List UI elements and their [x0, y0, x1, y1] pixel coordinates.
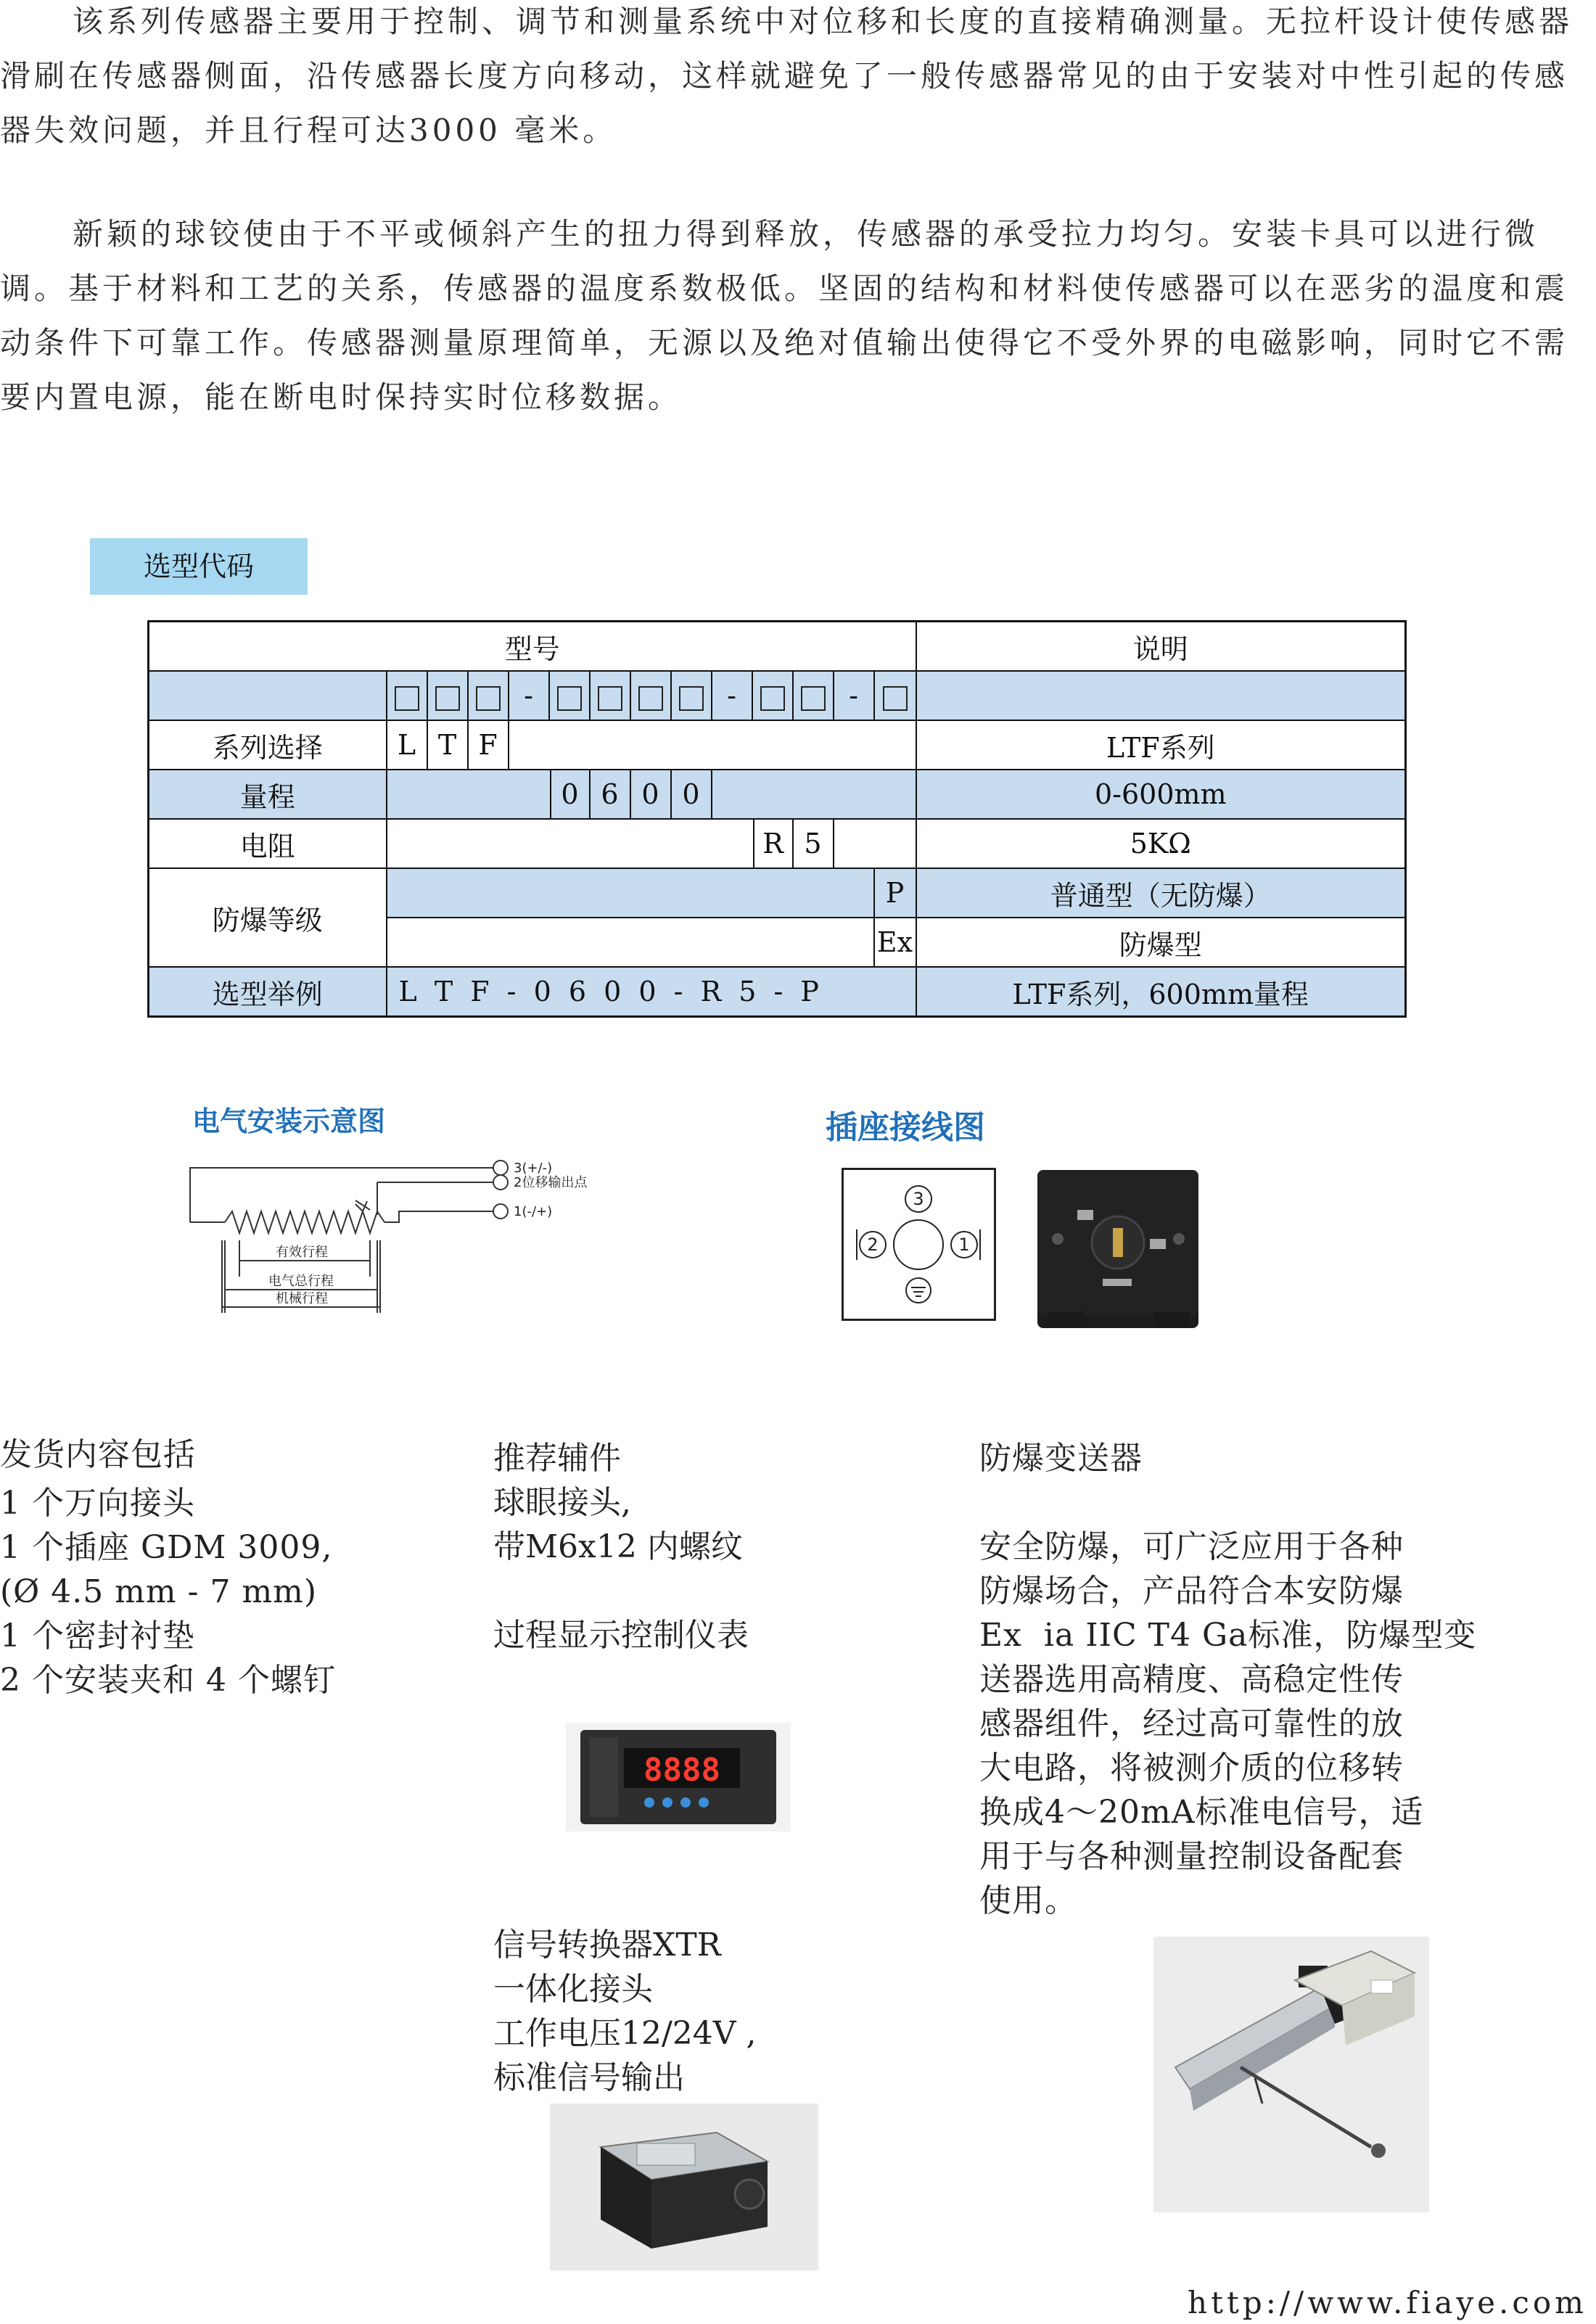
row-label: 量程 — [149, 770, 387, 819]
code-pattern: - - - — [387, 672, 916, 720]
transmitter-line: 用于与各种测量控制设备配套 — [979, 1838, 1404, 1875]
row-desc: 普通型（无防爆） — [916, 868, 1406, 918]
signal-converter-photo — [550, 2103, 818, 2270]
row-desc: 防爆型 — [916, 918, 1406, 967]
electrical-diagram — [181, 1139, 631, 1320]
selection-code-tab: 选型代码 — [90, 538, 308, 595]
row-label: 防爆等级 — [149, 868, 387, 967]
row-label: 电阻 — [149, 819, 387, 868]
code-pattern-row — [149, 671, 1406, 720]
table-row-resistance: 电阻 R 5 5KΩ — [149, 819, 1406, 868]
socket-diagram-title: 插座接线图 — [826, 1109, 985, 1146]
converter-line: 标准信号输出 — [493, 2059, 685, 2096]
list-item: 1 个密封衬垫 — [0, 1618, 195, 1655]
row-desc: 0-600mm — [916, 770, 1406, 819]
meter-display: 8888 — [643, 1752, 720, 1789]
socket-pin3-label: 3 — [913, 1189, 924, 1209]
transmitter-line: 防爆场合，产品符合本安防爆 — [979, 1573, 1404, 1610]
converter-line: 工作电压12/24V , — [493, 2015, 757, 2052]
example-code: L T F - 0 6 0 0 - R 5 - P — [387, 967, 916, 1017]
effective-stroke-label: 有效行程 — [276, 1245, 328, 1260]
selection-code-table — [147, 620, 1407, 1018]
table-row-range: 量程 0 6 0 0 0-600mm — [149, 770, 1406, 819]
table-header-model: 型号 — [149, 622, 916, 672]
socket-photo — [1037, 1170, 1198, 1328]
socket-pin2-label: 2 — [867, 1235, 879, 1255]
converter-line: 一体化接头 — [493, 1971, 653, 2008]
socket-diagram — [842, 1168, 996, 1321]
electrical-diagram-title: 电气安装示意图 — [192, 1105, 386, 1137]
sensor-product-photo — [1153, 1937, 1429, 2212]
transmitter-line: 感器组件，经过高可靠性的放 — [979, 1705, 1404, 1742]
row-desc: LTF系列 — [916, 720, 1406, 770]
table-row-explosion-1: 防爆等级 P 普通型（无防爆） — [149, 868, 1406, 918]
mechanical-stroke-label: 机械行程 — [276, 1291, 328, 1306]
intro-paragraph-2: 新颖的球铰使由于不平或倾斜产生的扭力得到释放，传感器的承受拉力均匀。安装卡具可以进行微调。基于材料和工艺的关系，传感器的温度系数极低。坚固的结构和材料使传感器可以在恶劣的温度和震动条件下可靠工作。传感器测量原理简单，无源以及绝对值输出使得它不受外界的电磁影响，同时它不需要内置电源，能在断电时保持实时位移数据。 — [0, 216, 1569, 415]
transmitter-line: 大电路，将被测介质的位移转 — [979, 1750, 1404, 1787]
transmitter-line: Ex ia IIC T4 Ga标准，防爆型变 — [979, 1617, 1477, 1654]
table-row-explosion-2: Ex 防爆型 — [149, 918, 1406, 967]
list-item: 2 个安装夹和 4 个螺钉 — [0, 1662, 336, 1699]
pin3-label: 3(+/-) — [514, 1161, 553, 1176]
transmitter-line: 送器选用高精度、高稳定性传 — [979, 1661, 1404, 1698]
socket-pin1-label: 1 — [958, 1235, 970, 1255]
pin2-label: 2位移输出点 — [514, 1175, 588, 1190]
row-desc: LTF系列，600mm量程 — [916, 967, 1406, 1017]
list-item: 1 个万向接头 — [0, 1485, 195, 1522]
shipping-contents — [0, 1433, 336, 1702]
ball-joint-line: 带M6x12 内螺纹 — [493, 1528, 743, 1565]
meter-label: 过程显示控制仪表 — [493, 1617, 749, 1654]
row-desc: 5KΩ — [916, 819, 1406, 868]
accessories-title: 推荐辅件 — [493, 1440, 621, 1477]
electrical-stroke-label: 电气总行程 — [268, 1274, 334, 1289]
transmitter-title: 防爆变送器 — [979, 1440, 1143, 1477]
transmitter-line: 换成4～20mA标准电信号，适 — [979, 1794, 1424, 1831]
transmitter-line: 安全防爆，可广泛应用于各种 — [979, 1528, 1404, 1565]
shipping-title: 发货内容包括 — [0, 1436, 196, 1473]
table-header-desc: 说明 — [916, 622, 1406, 672]
list-item: 1 个插座 GDM 3009, — [0, 1529, 333, 1566]
row-label: 系列选择 — [149, 720, 387, 770]
converter-line: 信号转换器XTR — [493, 1927, 721, 1964]
table-row-example — [149, 967, 1406, 1017]
transmitter-line: 使用。 — [979, 1882, 1077, 1919]
explosion-transmitter — [979, 1436, 1476, 1923]
row-label: 选型举例 — [149, 967, 387, 1017]
list-item: (Ø 4.5 mm - 7 mm) — [0, 1573, 318, 1610]
table-row-series: 系列选择 L T F LTF系列 — [149, 720, 1406, 770]
footer-url[interactable]: http://www.fiaye.com — [1188, 2285, 1587, 2320]
process-meter-photo — [566, 1723, 791, 1831]
ball-joint-line: 球眼接头, — [493, 1484, 631, 1521]
intro-paragraph-1: 该系列传感器主要用于控制、调节和测量系统中对位移和长度的直接精确测量。无拉杆设计使传感器滑刷在传感器侧面，沿传感器长度方向移动，这样就避免了一般传感器常见的由于安装对中性引起的传感器失效问题，并且行程可达3000 毫米。 — [0, 4, 1574, 148]
pin1-label: 1(-/+) — [514, 1204, 553, 1219]
